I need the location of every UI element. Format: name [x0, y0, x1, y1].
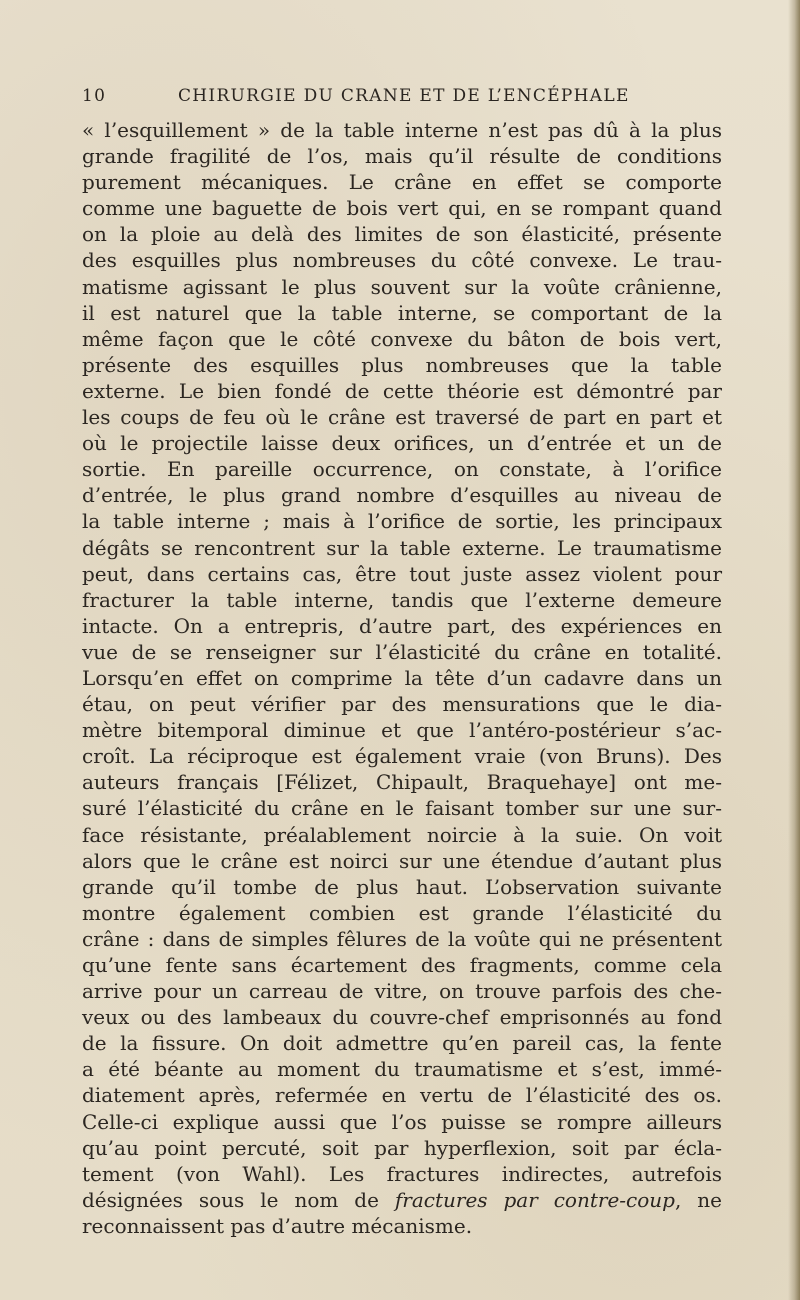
page-edge-shadow: [788, 0, 800, 1300]
text-segment: désignées sous le nom de: [82, 1187, 395, 1212]
text-line: on la ploie au delà des limites de son élasticité, présente: [82, 222, 722, 247]
body-paragraph: [82, 117, 722, 1239]
running-head: CHIRURGIE DU CRANE ET DE L’ENCÉPHALE: [178, 86, 630, 106]
italic-term: fractures par contre-coup: [394, 1187, 675, 1212]
text-line: vue de se renseigner sur l’élasticité du crâne en totalité.: [82, 639, 722, 664]
text-line: il est naturel que la table interne, se comportant de la: [82, 300, 722, 325]
text-line: crâne : dans de simples fêlures de la voûte qui ne présentent: [82, 926, 722, 951]
text-line: [82, 1187, 722, 1213]
text-line: sortie. En pareille occurrence, on constate, à l’orifice: [82, 457, 722, 482]
text-line: croît. La réciproque est également vraie (von Bruns). Des: [82, 744, 722, 769]
page-header: [82, 86, 716, 108]
text-line: montre également combien est grande l’élasticité du: [82, 900, 722, 925]
text-line: auteurs français [Félizet, Chipault, Braquehaye] ont me-: [82, 770, 722, 795]
text-line: suré l’élasticité du crâne en le faisant tomber sur une sur-: [82, 796, 722, 821]
text-line: tement (von Wahl). Les fractures indirectes, autrefois: [82, 1161, 722, 1186]
text-line: fracturer la table interne, tandis que l’externe demeure: [82, 587, 722, 612]
text-line: Celle-ci explique aussi que l’os puisse se rompre ailleurs: [82, 1109, 722, 1134]
text-line: grande fragilité de l’os, mais qu’il résulte de conditions: [82, 144, 722, 169]
text-line: les coups de feu où le crâne est traversé de part en part et: [82, 405, 722, 430]
text-line: intacte. On a entrepris, d’autre part, des expériences en: [82, 613, 722, 638]
text-line: arrive pour un carreau de vitre, on trouve parfois des che-: [82, 979, 722, 1004]
text-line: face résistante, préalablement noircie à la suie. On voit: [82, 822, 722, 847]
page-number: 10: [82, 86, 107, 106]
text-line: matisme agissant le plus souvent sur la voûte crânienne,: [82, 274, 722, 299]
text-line: purement mécaniques. Le crâne en effet se comporte: [82, 170, 722, 195]
text-line: où le projectile laisse deux orifices, un d’entrée et un de: [82, 431, 722, 456]
text-line: des esquilles plus nombreuses du côté convexe. Le trau-: [82, 248, 722, 273]
text-segment: , ne: [674, 1187, 722, 1212]
text-line: « l’esquillement » de la table interne n’est pas dû à la plus: [82, 118, 722, 142]
text-line: d’entrée, le plus grand nombre d’esquilles au niveau de: [82, 483, 722, 508]
text-line: externe. Le bien fondé de cette théorie est démontré par: [82, 378, 722, 403]
text-line: Lorsqu’en effet on comprime la tête d’un cadavre dans un: [82, 665, 722, 690]
text-line: a été béante au moment du traumatisme et s’est, immé-: [82, 1057, 722, 1082]
text-line: qu’au point percuté, soit par hyperflexion, soit par écla-: [82, 1135, 722, 1160]
text-line: étau, on peut vérifier par des mensurations que le dia-: [82, 692, 722, 717]
text-line: même façon que le côté convexe du bâton de bois vert,: [82, 326, 722, 351]
text-line: comme une baguette de bois vert qui, en se rompant quand: [82, 196, 722, 221]
text-line: présente des esquilles plus nombreuses que la table: [82, 352, 722, 377]
text-line: dégâts se rencontrent sur la table externe. Le traumatisme: [82, 535, 722, 560]
text-line: la table interne ; mais à l’orifice de sortie, les principaux: [82, 509, 722, 534]
text-line: mètre bitemporal diminue et que l’antéro-postérieur s’ac-: [82, 718, 722, 743]
text-line: grande qu’il tombe de plus haut. L’observation suivante: [82, 874, 722, 899]
text-line: diatement après, refermée en vertu de l’élasticité des os.: [82, 1083, 722, 1108]
text-line: peut, dans certains cas, être tout juste assez violent pour: [82, 561, 722, 586]
text-line: reconnaissent pas d’autre mécanisme.: [82, 1213, 473, 1238]
text-line: veux ou des lambeaux du couvre-chef emprisonnés au fond: [82, 1005, 722, 1030]
text-line: de la fissure. On doit admettre qu’en pareil cas, la fente: [82, 1031, 722, 1056]
text-line: alors que le crâne est noirci sur une étendue d’autant plus: [82, 848, 722, 873]
text-line: qu’une fente sans écartement des fragments, comme cela: [82, 953, 722, 977]
